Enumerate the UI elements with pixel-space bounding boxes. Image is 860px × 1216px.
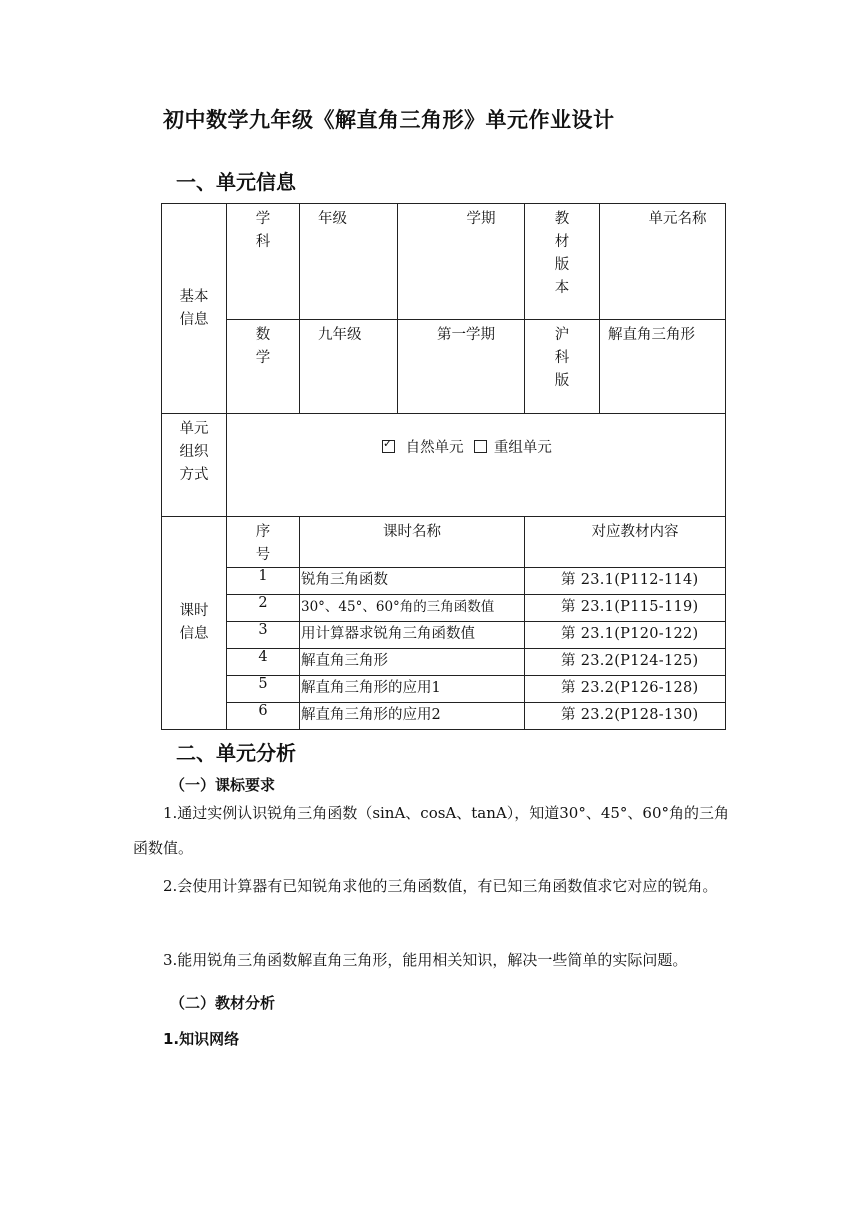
paragraph-2: 2.会使用计算器有已知锐角求他的三角函数值，有已知三角函数值求它对应的锐角。: [163, 877, 718, 895]
lesson-row: [162, 676, 726, 703]
lesson-no: 1: [227, 568, 300, 595]
checkbox-unchecked-icon[interactable]: [474, 440, 487, 453]
subheading-knowledge: 1.知识网络: [163, 1030, 240, 1048]
lesson-name: 用计算器求锐角三角函数值: [300, 622, 525, 649]
checkbox-checked-icon[interactable]: [382, 440, 395, 453]
lesson-name: 解直角三角形: [300, 649, 525, 676]
lesson-content: 第 23.2(P126-128): [525, 676, 726, 703]
lesson-row: [162, 703, 726, 730]
lesson-row: [162, 595, 726, 622]
lesson-content: 第 23.2(P128-130): [525, 703, 726, 730]
lesson-no: 2: [227, 595, 300, 622]
lesson-name: 锐角三角函数: [300, 568, 525, 595]
paragraph-3: 3.能用锐角三角函数解直角三角形，能用相关知识，解决一些简单的实际问题。: [163, 951, 688, 969]
subheading-textbook: （二）教材分析: [170, 994, 276, 1012]
lesson-header-content: 对应教材内容: [525, 517, 726, 568]
lesson-content: 第 23.1(P120-122): [525, 622, 726, 649]
value-grade: 九年级: [300, 320, 398, 414]
lesson-content: 第 23.1(P115-119): [525, 595, 726, 622]
org-options: [227, 414, 726, 517]
value-textbook: 沪科版: [525, 320, 600, 414]
lesson-content: 第 23.2(P124-125): [525, 649, 726, 676]
value-term: 第一学期: [398, 320, 525, 414]
lesson-no: 6: [227, 703, 300, 730]
subheading-curriculum: （一）课标要求: [170, 776, 276, 794]
value-subject: 数学: [227, 320, 300, 414]
lesson-row: [162, 622, 726, 649]
document-title: 初中数学九年级《解直角三角形》单元作业设计: [163, 108, 615, 132]
lesson-name: 30°、45°、60°角的三角函数值: [300, 595, 525, 622]
lesson-header-no: 序号: [227, 517, 300, 568]
header-subject: 学科: [227, 204, 300, 320]
value-unit-name: 解直角三角形: [600, 320, 726, 414]
section2-heading: 二、单元分析: [176, 741, 296, 765]
lesson-name: 解直角三角形的应用1: [300, 676, 525, 703]
lesson-row: [162, 568, 726, 595]
basic-info-label: 基本信息: [162, 204, 227, 414]
header-unit-name: 单元名称: [600, 204, 726, 320]
unit-info-table: [161, 203, 726, 730]
lesson-no: 4: [227, 649, 300, 676]
header-textbook: 教材版本: [525, 204, 600, 320]
paragraph-1: 1.通过实例认识锐角三角函数（sinA、cosA、tanA），知道30°、45°、60°角的三角函数值。: [133, 804, 729, 857]
lesson-row: [162, 649, 726, 676]
org-label: 单元组织方式: [162, 414, 227, 517]
header-grade: 年级: [300, 204, 398, 320]
org-option-regroup[interactable]: 重组单元: [474, 440, 552, 456]
lesson-header-name: 课时名称: [300, 517, 525, 568]
header-term: 学期: [398, 204, 525, 320]
lesson-no: 5: [227, 676, 300, 703]
lesson-content: 第 23.1(P112-114): [525, 568, 726, 595]
lesson-name: 解直角三角形的应用2: [300, 703, 525, 730]
lesson-info-label: 课时信息: [162, 517, 227, 730]
lesson-no: 3: [227, 622, 300, 649]
section1-heading: 一、单元信息: [176, 170, 296, 194]
org-option-natural[interactable]: ✓ 自然单元: [382, 440, 468, 456]
